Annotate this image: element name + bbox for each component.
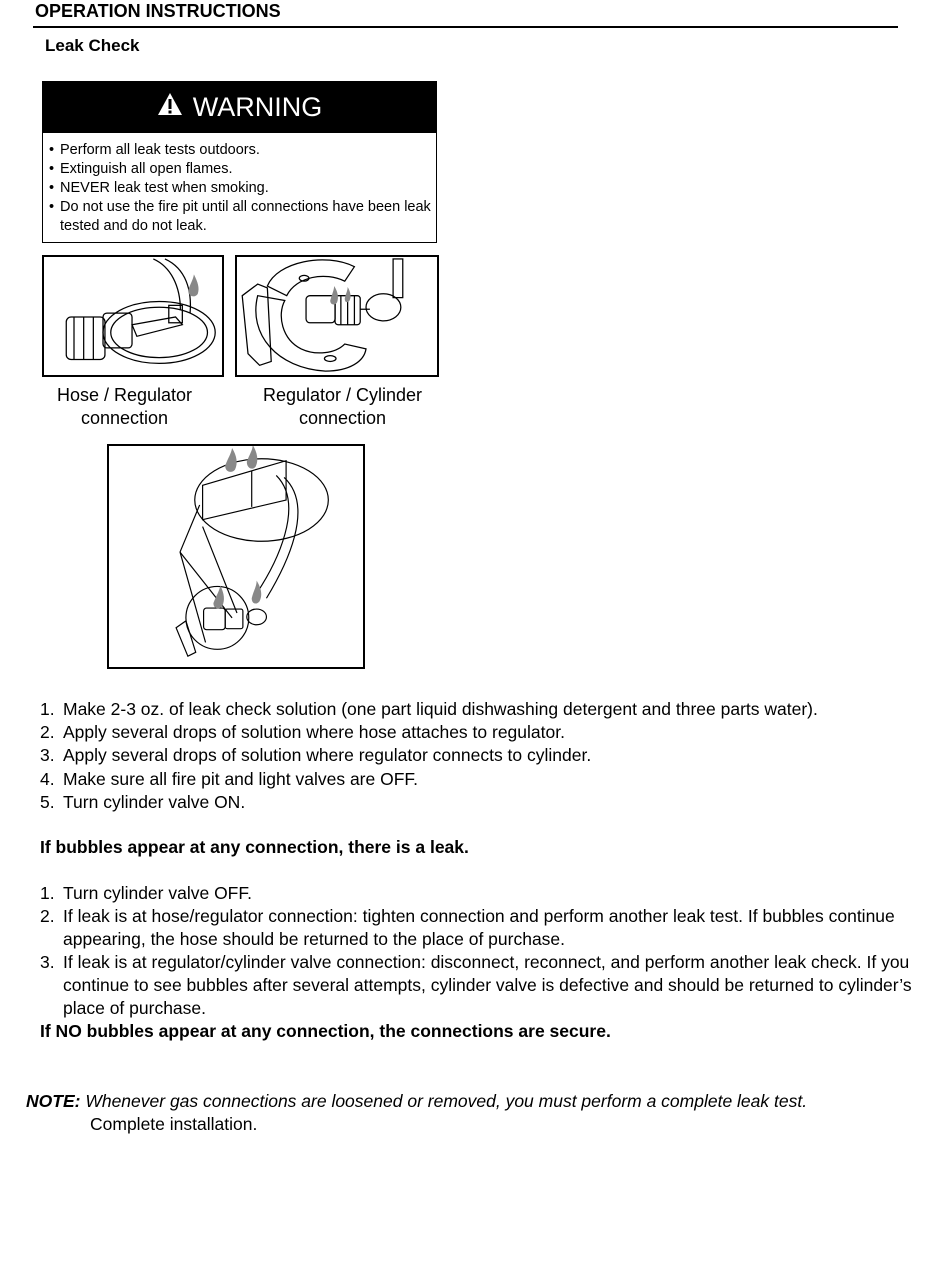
- step-text: Turn cylinder valve ON.: [63, 791, 246, 812]
- warning-triangle-icon: [157, 92, 183, 123]
- warning-title: WARNING: [192, 92, 323, 122]
- list-item: [40, 721, 818, 744]
- regulator-cylinder-figure: [235, 255, 439, 377]
- step-number: 5.: [40, 791, 55, 812]
- warning-item: • NEVER leak test when smoking.: [49, 179, 436, 198]
- step-number: 1.: [40, 883, 55, 903]
- warning-item: • Do not use the fire pit until all connections have been leak tested and do not leak.: [49, 198, 436, 236]
- leak-check-overview-figure: [107, 444, 365, 669]
- caption-line: connection: [80, 408, 169, 428]
- step-text: Turn cylinder valve OFF.: [63, 883, 252, 903]
- caption-line: Regulator / Cylinder: [262, 385, 423, 405]
- note-text: Whenever gas connections are loosened or removed, you must perform a complete leak test.: [85, 1091, 808, 1111]
- step-text: Apply several drops of solution where hose attaches to regulator.: [63, 722, 565, 743]
- hose-regulator-figure: [42, 255, 224, 377]
- caption-line: Hose / Regulator: [56, 385, 193, 405]
- step-text: Make sure all fire pit and light valves are OFF.: [63, 768, 419, 789]
- step-text: If leak is at hose/regulator connection: tighten connection and perform another leak test. If bubbles continue appearing, the hose should be returned to the place of purchase.: [63, 906, 895, 949]
- section-title: Leak Check: [45, 36, 140, 55]
- page-title: OPERATION INSTRUCTIONS: [35, 1, 281, 21]
- leak-check-steps: [40, 698, 818, 814]
- step-number: 3.: [40, 952, 55, 972]
- leak-check-overview-illustration: [109, 446, 363, 667]
- list-item: [40, 744, 818, 767]
- leak-found-statement: If bubbles appear at any connection, there is a leak.: [40, 837, 469, 857]
- hose-regulator-caption: [42, 384, 207, 430]
- warning-item: • Extinguish all open flames.: [49, 160, 436, 179]
- step-text: If leak is at regulator/cylinder valve connection: disconnect, reconnect, and perform another leak check. If you continue to see bubbles after several attempts, cylinder valve is defective and should be returned to cylinder’s place of purchase.: [63, 952, 912, 1018]
- leak-fix-steps: [40, 882, 935, 1020]
- regulator-cylinder-illustration: [237, 257, 437, 375]
- step-number: 2.: [40, 906, 55, 926]
- no-leak-statement: If NO bubbles appear at any connection, the connections are secure.: [40, 1021, 611, 1041]
- step-number: 1.: [40, 699, 55, 719]
- list-item: [40, 951, 935, 1020]
- note: [26, 1090, 807, 1113]
- note-label: NOTE:: [26, 1091, 81, 1111]
- warning-item: • Perform all leak tests outdoors.: [49, 141, 436, 160]
- step-text: Make 2-3 oz. of leak check solution (one part liquid dishwashing detergent and three parts water).: [63, 699, 818, 719]
- warning-box: [42, 81, 437, 243]
- caption-line: connection: [298, 408, 387, 428]
- warning-header: [43, 82, 436, 133]
- header-divider: [33, 26, 898, 28]
- note-followup: Complete installation.: [90, 1114, 258, 1134]
- list-item: [40, 791, 818, 814]
- step-text: Apply several drops of solution where regulator connects to cylinder.: [63, 745, 592, 766]
- hose-regulator-illustration: [44, 257, 222, 375]
- step-number: 4.: [40, 768, 55, 789]
- warning-list: [49, 141, 436, 236]
- list-item: [40, 698, 818, 721]
- regulator-cylinder-caption: [250, 384, 435, 430]
- list-item: [40, 882, 935, 905]
- list-item: [40, 905, 935, 951]
- step-number: 2.: [40, 722, 55, 743]
- step-number: 3.: [40, 745, 55, 766]
- list-item: [40, 768, 818, 791]
